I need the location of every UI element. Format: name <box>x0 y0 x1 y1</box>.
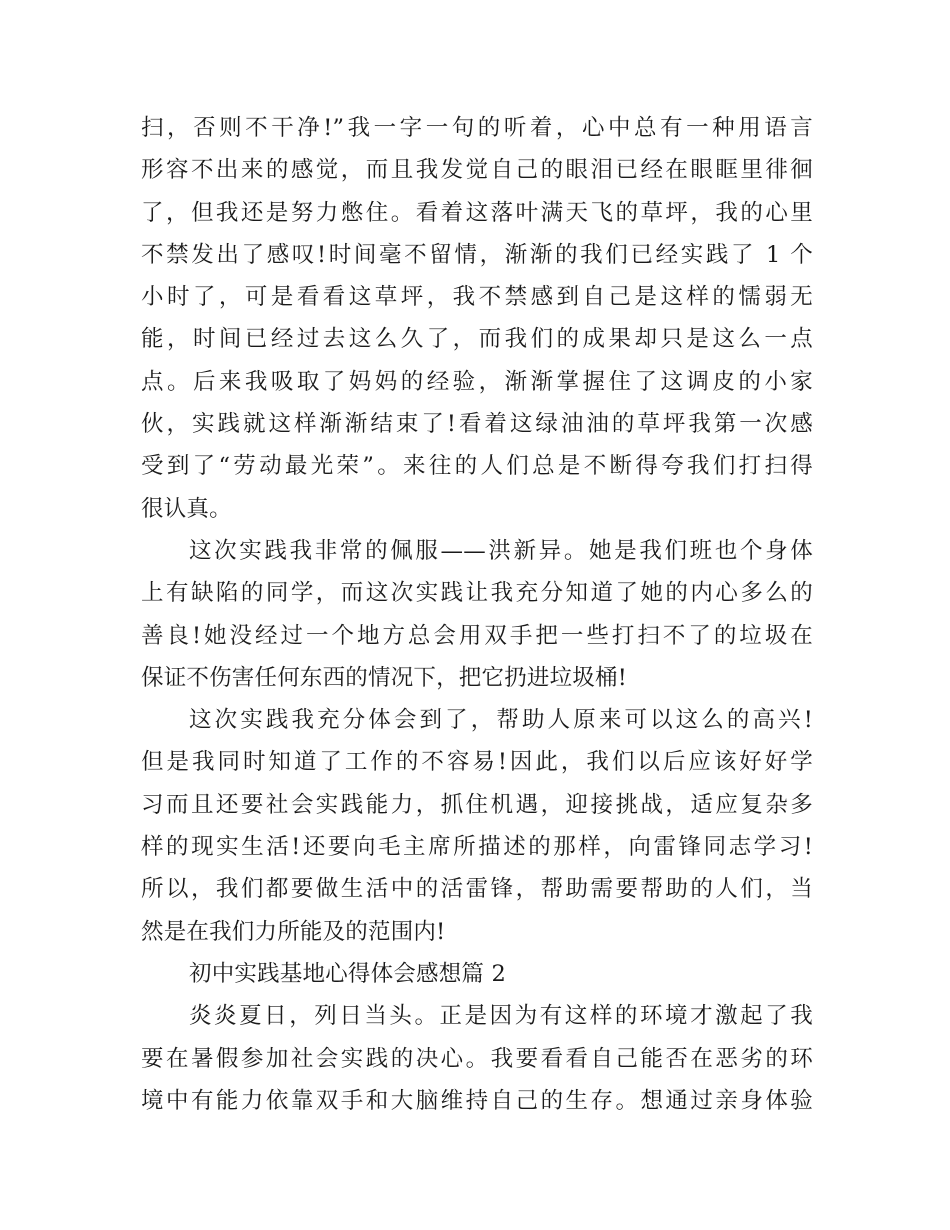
text-line: 所以，我们都要做生活中的活雷锋，帮助需要帮助的人们，当 <box>141 876 813 903</box>
text-line: 然是在我们力所能及的范围内! <box>141 918 446 945</box>
text-line: 形容不出来的感觉，而且我发觉自己的眼泪已经在眼眶里徘徊 <box>141 157 813 184</box>
document-body <box>141 107 813 1122</box>
text-line: 保证不伤害任何东西的情况下，把它扔进垃圾桶! <box>141 664 627 691</box>
text-line: 很认真。 <box>141 495 232 522</box>
text-line: 上有缺陷的同学，而这次实践让我充分知道了她的内心多么的 <box>141 580 813 607</box>
text-line: 初中实践基地心得体会感想篇 2 <box>189 960 506 987</box>
text-line: 了，但我还是努力憋住。看着这落叶满天飞的草坪，我的心里 <box>141 199 813 226</box>
text-line: 但是我同时知道了工作的不容易!因此，我们以后应该好好学 <box>141 749 813 776</box>
text-line: 这次实践我非常的佩服——洪新异。她是我们班也个身体 <box>189 537 813 564</box>
text-line: 境中有能力依靠双手和大脑维持自己的生存。想通过亲身体验 <box>141 1087 813 1114</box>
text-line: 炎炎夏日，列日当头。正是因为有这样的环境才激起了我 <box>189 1003 813 1030</box>
text-line: 不禁发出了感叹!时间毫不留情，渐渐的我们已经实践了 1 个 <box>141 241 813 268</box>
text-line: 小时了，可是看看这草坪，我不禁感到自己是这样的懦弱无 <box>141 284 813 311</box>
text-line: 善良!她没经过一个地方总会用双手把一些打扫不了的垃圾在 <box>141 622 813 649</box>
text-line: 点。后来我吸取了妈妈的经验，渐渐掌握住了这调皮的小家 <box>141 368 813 395</box>
text-line: 伙，实践就这样渐渐结束了!看着这绿油油的草坪我第一次感 <box>141 411 813 438</box>
text-line: 样的现实生活!还要向毛主席所描述的那样，向雷锋同志学习! <box>141 834 813 861</box>
text-line: 能，时间已经过去这么久了，而我们的成果却只是这么一点 <box>141 326 813 353</box>
text-line: 这次实践我充分体会到了，帮助人原来可以这么的高兴! <box>189 707 813 734</box>
text-line: 习而且还要社会实践能力，抓住机遇，迎接挑战，适应复杂多 <box>141 791 813 818</box>
text-line: 受到了“劳动最光荣”。来往的人们总是不断得夸我们打扫得 <box>141 453 813 480</box>
text-line: 要在暑假参加社会实践的决心。我要看看自己能否在恶劣的环 <box>141 1045 813 1072</box>
text-line: 扫，否则不干净!”我一字一句的听着，心中总有一种用语言 <box>141 115 813 141</box>
